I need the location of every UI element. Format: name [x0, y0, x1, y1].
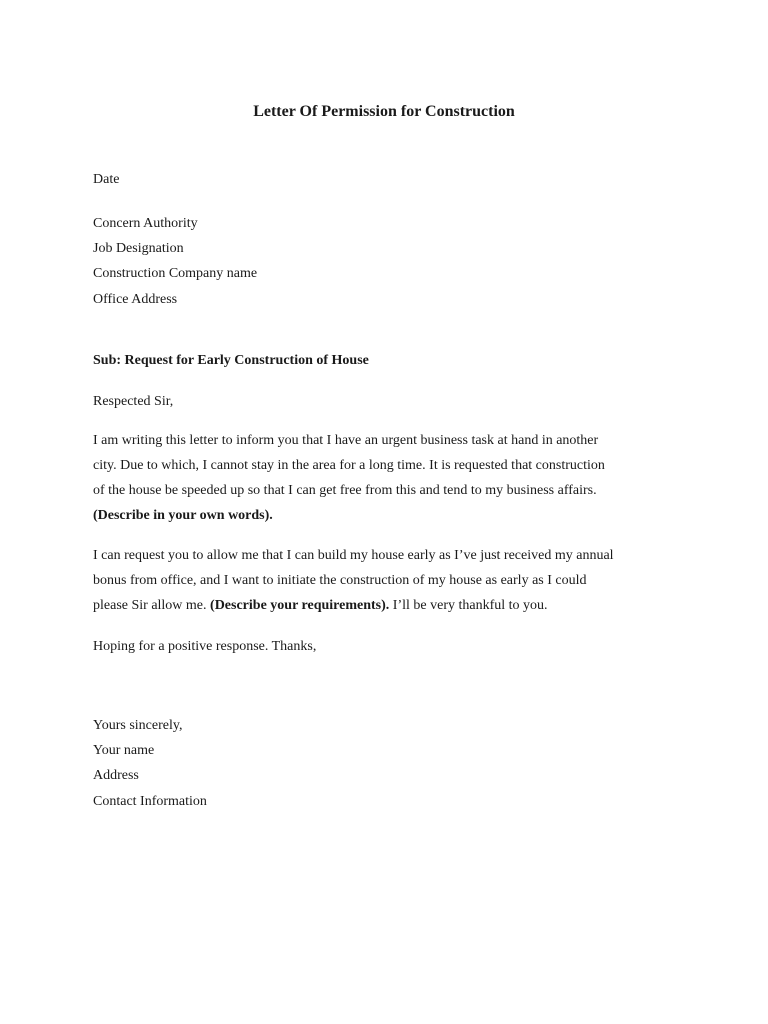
paragraph-line	[93, 593, 678, 618]
signoff-sincerely: Yours sincerely,	[93, 718, 183, 733]
paragraph-line: of the house be speeded up so that I can get free from this and tend to my business affairs.	[93, 483, 597, 498]
signoff-contact: Contact Information	[93, 794, 207, 809]
paragraph-note: (Describe your requirements).	[210, 598, 390, 613]
body-paragraph-2	[93, 543, 678, 618]
paragraph-line: I am writing this letter to inform you that I have an urgent business task at hand in another	[93, 433, 599, 448]
date-label: Date	[93, 172, 120, 187]
paragraph-text: please Sir allow me.	[93, 598, 211, 613]
recipient-company: Construction Company name	[93, 266, 258, 281]
paragraph-line: city. Due to which, I cannot stay in the area for a long time. It is requested that construction	[93, 458, 605, 473]
recipient-authority: Concern Authority	[93, 216, 198, 231]
body-paragraph-1	[93, 428, 678, 528]
subject-line: Sub: Request for Early Construction of House	[93, 353, 369, 368]
paragraph-line: I can request you to allow me that I can build my house early as I’ve just received my annual	[93, 548, 614, 563]
letter-title: Letter Of Permission for Construction	[253, 103, 515, 120]
recipient-address: Office Address	[93, 292, 178, 307]
signoff-name: Your name	[93, 743, 155, 758]
paragraph-line: bonus from office, and I want to initiate the construction of my house as early as I could	[93, 573, 587, 588]
recipient-designation: Job Designation	[93, 241, 184, 256]
signoff-address: Address	[93, 768, 139, 783]
salutation: Respected Sir,	[93, 394, 174, 409]
paragraph-text: I’ll be very thankful to you.	[389, 598, 548, 613]
paragraph-note: (Describe in your own words).	[93, 508, 273, 523]
closing-line: Hoping for a positive response. Thanks,	[93, 639, 317, 654]
